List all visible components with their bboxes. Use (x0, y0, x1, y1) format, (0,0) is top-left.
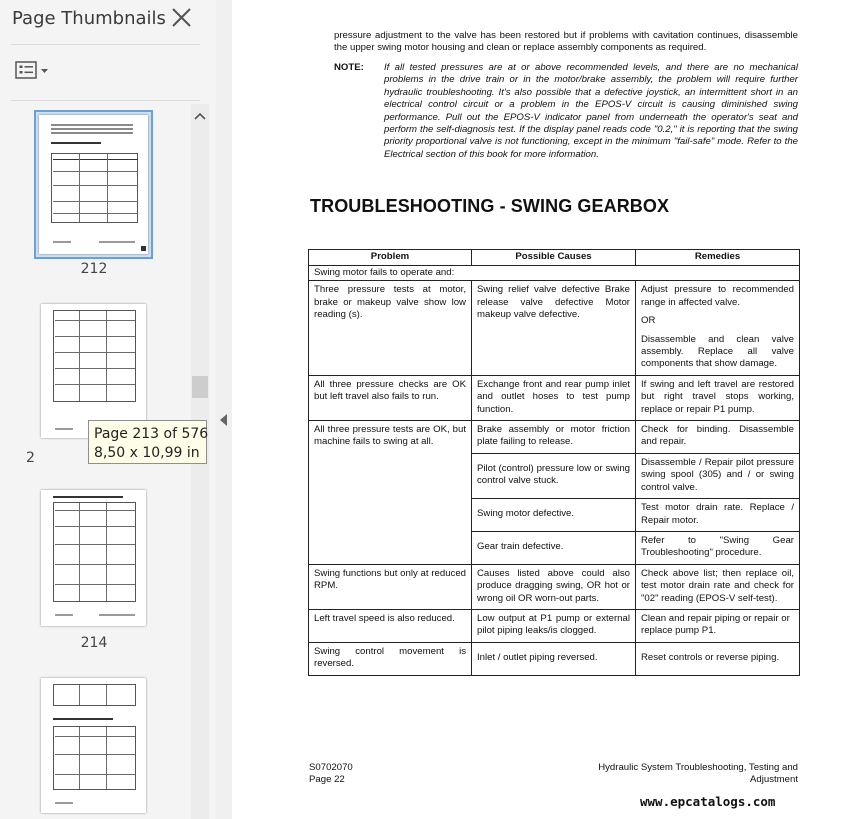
table-row (309, 375, 800, 420)
remedy-cell: Check above list; then replace oil, test motor drain rate and check for "02" reading (EPOS-V self-test). (636, 564, 800, 609)
troubleshooting-table (308, 249, 800, 676)
remedy-cell: If swing and left travel are restored but right travel stops working, replace or repair P1 pump. (636, 375, 800, 420)
tooltip-page-size: 8,50 x 10,99 in (94, 445, 200, 461)
cause-cell: Inlet / outlet piping reversed. (472, 642, 636, 675)
thumbnail-options-button[interactable] (12, 58, 54, 84)
cause-cell: Exchange front and rear pump inlet and outlet hoses to test pump function. (472, 375, 636, 420)
divider (10, 100, 200, 101)
column-header: Possible Causes (472, 250, 636, 266)
table-row (309, 281, 800, 375)
remedy-cell: Refer to "Swing Gear Troubleshooting" procedure. (636, 531, 800, 564)
intro-paragraph: pressure adjustment to the valve has been restored but if problems with cavitation continues, disassemble the upper swing motor housing and clean or replace assembly components as required. (334, 30, 798, 54)
remedy-cell: Test motor drain rate. Replace / Repair motor. (636, 499, 800, 532)
table-row (309, 421, 800, 454)
page-number-label: 2 (26, 450, 35, 466)
tooltip-page-position: Page 213 of 576 (94, 426, 209, 442)
panel-title: Page Thumbnails (12, 8, 166, 29)
table-row (309, 642, 800, 675)
close-icon[interactable] (169, 6, 193, 30)
table-row (309, 609, 800, 642)
page-tooltip (88, 420, 207, 464)
problem-cell: Swing control movement is reversed. (309, 642, 472, 675)
page-thumbnail-214[interactable] (41, 490, 146, 626)
problem-cell: Three pressure tests at motor, brake or makeup valve show low reading (s). (309, 281, 472, 375)
page-thumbnail-215[interactable] (41, 678, 146, 813)
page-thumbnail-212[interactable] (39, 115, 148, 254)
column-header: Problem (309, 250, 472, 266)
thumbnails-panel (0, 0, 216, 819)
remedy-text: Disassemble and clean valve assembly. Replace all valve components that show damage. (641, 333, 794, 370)
remedy-cell: Check for binding. Disassemble and repair. (636, 421, 800, 454)
document-code: S0702070 (309, 762, 353, 773)
table-row (309, 564, 800, 609)
divider (10, 44, 200, 45)
remedy-cell (636, 281, 800, 375)
cause-cell: Swing motor defective. (472, 499, 636, 532)
page-thumbnail-213[interactable] (41, 304, 146, 438)
footer-title-line: Hydraulic System Troubleshooting, Testing and (598, 762, 798, 773)
table-section-row: Swing motor fails to operate and: (309, 266, 800, 281)
cause-cell: Pilot (control) pressure low or swing control valve stuck. (472, 453, 636, 498)
column-header: Remedies (636, 250, 800, 266)
note-label: NOTE: (334, 62, 364, 73)
scrollbar-thumb[interactable] (192, 376, 208, 398)
problem-cell: All three pressure tests are OK, but machine fails to swing at all. (309, 421, 472, 565)
remedy-or: OR (641, 315, 656, 327)
footer-title-line: Adjustment (750, 774, 798, 786)
page-footer-right (572, 762, 798, 787)
remedy-text: Adjust pressure to recommended range in affected valve. (641, 284, 794, 308)
problem-cell: Left travel speed is also reduced. (309, 609, 472, 642)
section-heading: TROUBLESHOOTING - SWING GEARBOX (310, 196, 670, 216)
remedy-cell: Reset controls or reverse piping. (636, 642, 800, 675)
collapse-arrow-icon (220, 414, 227, 426)
problem-cell: Swing functions but only at reduced RPM. (309, 564, 472, 609)
problem-cell: All three pressure checks are OK but left travel also fails to run. (309, 375, 472, 420)
collapse-panel-handle[interactable] (216, 0, 232, 819)
watermark-url: www.epcatalogs.com (640, 794, 776, 809)
page-number-label: 214 (80, 635, 108, 651)
cause-cell: Gear train defective. (472, 531, 636, 564)
cause-cell: Low output at P1 pump or external pilot piping leaks/is clogged. (472, 609, 636, 642)
table-header-row (309, 250, 800, 266)
list-options-icon (12, 58, 54, 84)
cause-cell: Causes listed above could also produce dragging swing, OR hot or wrong oil OR worn-out parts. (472, 564, 636, 609)
page-number-label: 212 (80, 261, 108, 277)
page-number: Page 22 (309, 774, 345, 786)
document-page (232, 0, 853, 819)
cause-cell: Swing relief valve defective Brake release valve defective Motor makeup valve defective. (472, 281, 636, 375)
remedy-cell: Clean and repair piping or repair or replace pump P1. (636, 609, 800, 642)
scroll-up-chevron-icon[interactable] (191, 108, 209, 126)
page-footer-left (309, 762, 353, 787)
cause-cell: Brake assembly or motor friction plate failing to release. (472, 421, 636, 454)
note-paragraph: If all tested pressures are at or above recommended levels, and there are no mechanical problems in the drive train or in the motor/brake assembly, the problem will require further hydraulic troubleshooting. It's also possible that a defective joystick, an intermittent short in an electrical control circuit or a problem in the EPOS-V circuit is causing diminished swing performance. Pull out the EPOS-V indicator panel from underneath the operator's seat and perform the self-diagnosis test. If the display panel reads code "0.2," it is reporting that the swing priority proportional valve is not functioning, except in the minimum "fail-safe" mode. Refer to the Electrical section of this book for more information. (384, 62, 798, 160)
remedy-cell: Disassemble / Repair pilot pressure swing spool (305) and / or swing control valve. (636, 453, 800, 498)
table-row (309, 266, 800, 281)
